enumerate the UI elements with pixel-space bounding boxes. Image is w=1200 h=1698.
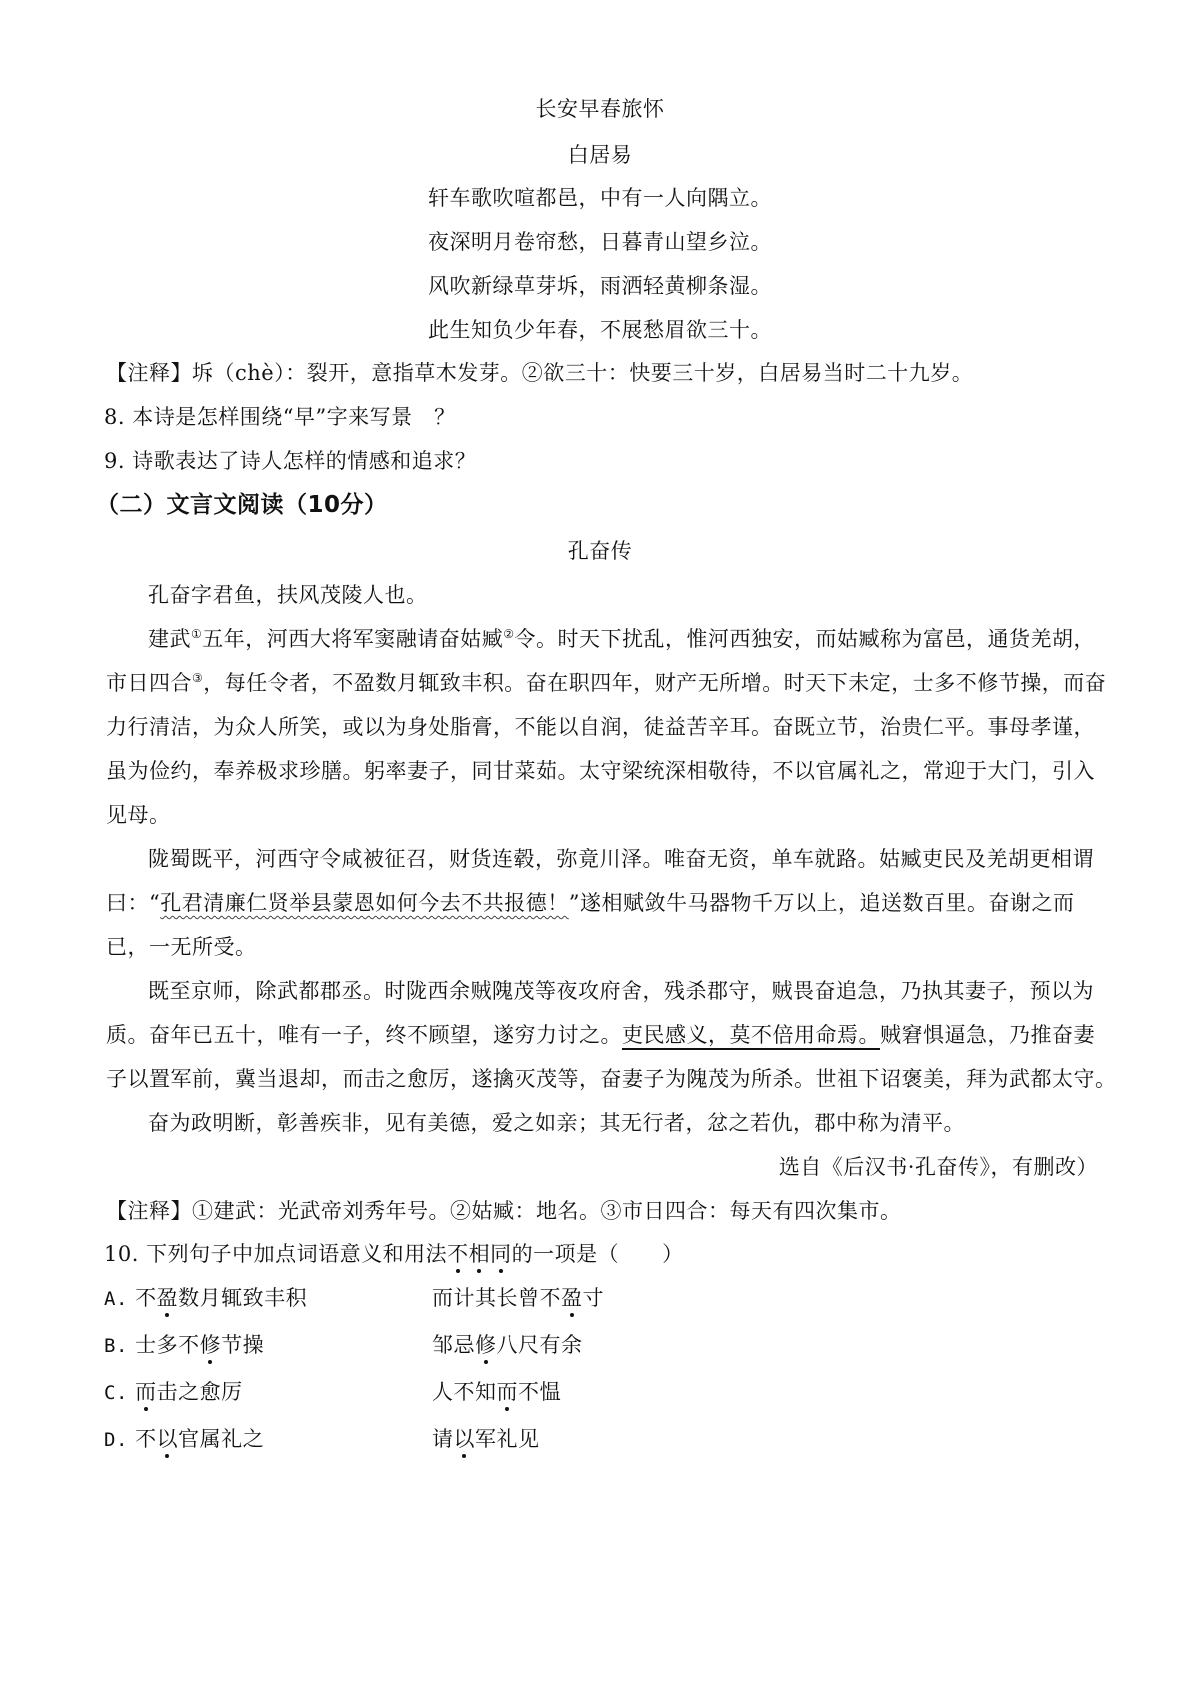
question-8: 8. 本诗是怎样围绕“早”字来写景 ？ xyxy=(104,405,456,429)
option-letter: A. xyxy=(104,1288,128,1310)
passage-paragraph-3-line-3: 已，一无所受。 xyxy=(106,935,257,959)
passage-paragraph-2-line-1: 建武①五年，河西大将军窦融请奋姑臧②令。时天下扰乱，惟河西独安，而姑臧称为富邑，通货羌胡， xyxy=(148,627,1096,651)
option-b-left[interactable]: B. 士多不修节操 xyxy=(104,1333,265,1357)
footnote-marker: ① xyxy=(191,627,203,641)
wavy-underlined-sentence: 孔君清廉仁贤举县蒙恩如何今去不共报德！ xyxy=(160,891,569,915)
option-d-left[interactable]: D. 不以官属礼之 xyxy=(104,1427,265,1451)
poem-title: 长安早春旅怀 xyxy=(535,97,665,121)
option-letter: B. xyxy=(104,1335,128,1357)
emphasis-char: 同 xyxy=(490,1242,512,1266)
passage-paragraph-2-line-5: 见母。 xyxy=(106,803,171,827)
passage-note: 【注释】①建武：光武帝刘秀年号。②姑臧：地名。③市日四合：每天有四次集市。 xyxy=(106,1199,902,1223)
footnote-marker: ③ xyxy=(192,671,204,685)
passage-paragraph-3-line-1: 陇蜀既平，河西守令咸被征召，财货连毂，弥竟川泽。唯奋无资，单车就路。姑臧吏民及羌胡更相谓 xyxy=(148,847,1094,871)
passage-paragraph-4-line-3: 子以置军前，冀当退却，而击之愈厉，遂擒灭茂等，奋妻子为隗茂为所杀。世祖下诏褒美，拜为武都太守。 xyxy=(106,1067,1117,1091)
poem-line-2: 夜深明月卷帘愁，日暮青山望乡泣。 xyxy=(428,230,772,254)
passage-title: 孔奋传 xyxy=(567,539,633,563)
emphasis-char: 不 xyxy=(447,1242,469,1266)
option-a-right: 而计其长曾不盈寸 xyxy=(432,1286,604,1310)
emphasis-char: 盈 xyxy=(156,1286,179,1310)
poem-author: 白居易 xyxy=(567,143,633,167)
passage-paragraph-4-line-2: 质。奋年已五十，唯有一子，终不顾望，遂穷力讨之。吏民感义，莫不倍用命焉。贼窘惧逼急，乃推奋妻 xyxy=(106,1023,1095,1047)
emphasis-char: 以 xyxy=(453,1427,475,1451)
underlined-sentence: 吏民感义，莫不倍用命焉。 xyxy=(622,1023,880,1047)
emphasis-char: 修 xyxy=(475,1333,497,1357)
emphasis-char: 盈 xyxy=(561,1286,583,1310)
section-title: （二）文言文阅读（10分） xyxy=(96,492,388,518)
question-10-stem: 10. 下列句子中加点词语意义和用法不相同的一项是（ ） xyxy=(104,1242,684,1266)
footnote-marker: ② xyxy=(503,627,515,641)
emphasis-char: 修 xyxy=(199,1333,222,1357)
passage-paragraph-2-line-2: 市日四合③，每任令者，不盈数月辄致丰积。奋在职四年，财产无所增。时天下未定，士多不修节操，而奋 xyxy=(106,671,1107,695)
poem-note: 【注释】坼（chè）：裂开，意指草木发芽。②欲三十：快要三十岁，白居易当时二十九岁。 xyxy=(106,361,974,385)
option-b-right: 邹忌修八尺有余 xyxy=(432,1333,583,1357)
passage-paragraph-5: 奋为政明断，彰善疾非，见有美德，爱之如亲；其无行者，忿之若仇，郡中称为清平。 xyxy=(148,1111,965,1135)
passage-paragraph-3-line-2: 曰：“孔君清廉仁贤举县蒙恩如何今去不共报德！”遂相赋敛牛马器物千万以上，追送数百里。奋谢之而 xyxy=(106,891,1075,915)
option-c-right: 人不知而不愠 xyxy=(432,1380,561,1404)
passage-paragraph-1: 孔奋字君鱼，扶风茂陵人也。 xyxy=(148,583,428,607)
emphasis-char: 而 xyxy=(135,1380,157,1404)
question-9: 9. 诗歌表达了诗人怎样的情感和追求？ xyxy=(104,449,477,473)
passage-paragraph-2-line-3: 力行清洁，为众人所笑，或以为身处脂膏，不能以自润，徒益苦辛耳。奋既立节，治贵仁平。事母孝谨， xyxy=(106,715,1095,739)
emphasis-char: 相 xyxy=(468,1242,491,1266)
poem-line-4: 此生知负少年春，不展愁眉欲三十。 xyxy=(428,318,772,342)
passage-paragraph-2-line-4: 虽为俭约，奉养极求珍膳。躬率妻子，同甘菜茹。太守梁统深相敬待，不以官属礼之，常迎于大门，引入 xyxy=(106,759,1095,783)
option-letter: C. xyxy=(104,1382,128,1404)
emphasis-char: 以 xyxy=(156,1427,179,1451)
option-letter: D. xyxy=(104,1429,128,1451)
poem-line-1: 轩车歌吹喧都邑，中有一人向隅立。 xyxy=(428,186,772,210)
emphasis-char: 而 xyxy=(496,1380,518,1404)
option-d-right: 请以军礼见 xyxy=(432,1427,540,1451)
option-c-left[interactable]: C. 而击之愈厉 xyxy=(104,1380,243,1404)
option-a-left[interactable]: A. 不盈数月辄致丰积 xyxy=(104,1286,308,1310)
passage-source: 选自《后汉书·孔奋传》，有删改） xyxy=(778,1155,1098,1179)
poem-line-3: 风吹新绿草芽坼，雨洒轻黄柳条湿。 xyxy=(428,274,772,298)
passage-paragraph-4-line-1: 既至京师，除武都郡丞。时陇西余贼隗茂等夜攻府舍，残杀郡守，贼畏奋追急，乃执其妻子，预以为 xyxy=(148,979,1094,1003)
